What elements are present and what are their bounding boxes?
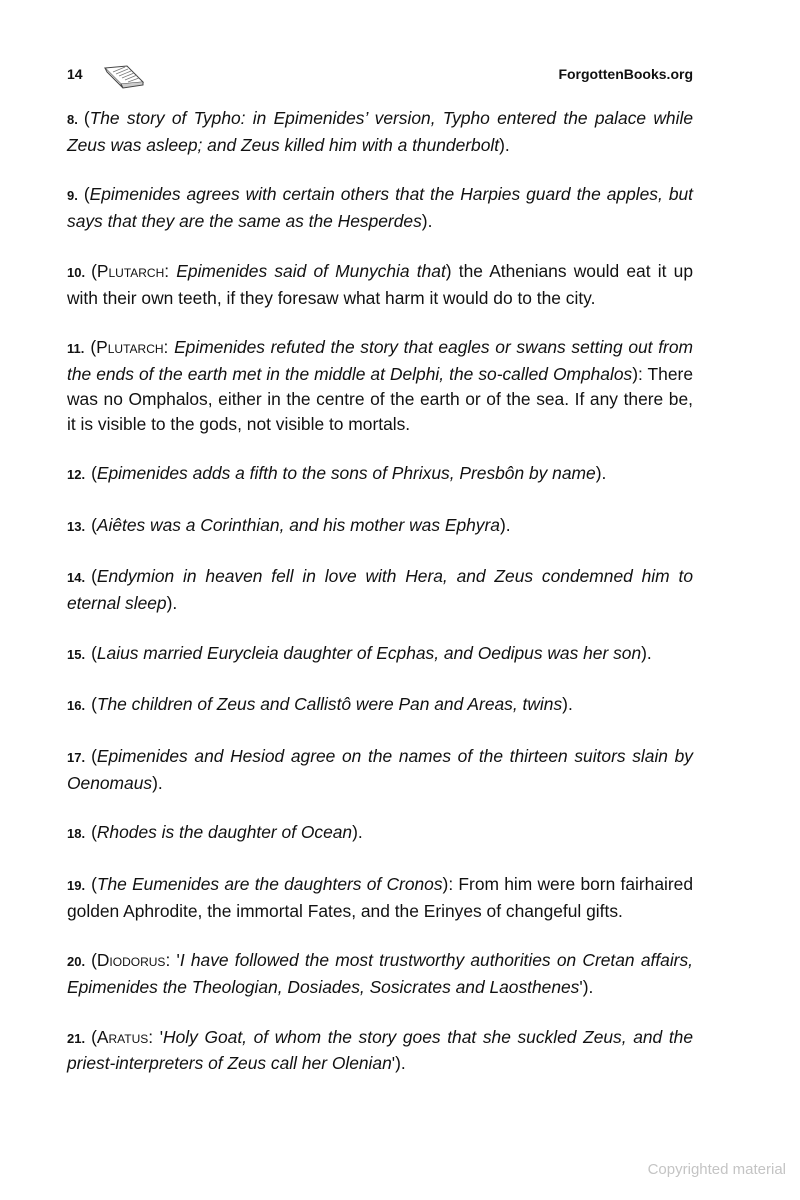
body-text: (: [91, 950, 97, 971]
italic-text: Laius married Eurycleia daughter of Ecphas, and Oedipus was her son: [96, 642, 642, 663]
footnote-number: 11.: [67, 341, 85, 357]
body-text: (: [91, 694, 97, 715]
footnote-entry: [67, 335, 693, 436]
footnote-entry: [67, 948, 693, 1000]
author-name: Plutarch: [96, 260, 165, 281]
footnote-entry: [67, 820, 693, 847]
site-name: ForgottenBooks.org: [558, 66, 693, 82]
page-number: 14: [67, 66, 83, 82]
footnote-number: 21.: [67, 1030, 86, 1046]
italic-text: Epimenides and Hesiod agree on the names of the thirteen suitors slain by Oenomaus: [67, 745, 693, 793]
body-text: :: [164, 260, 177, 281]
body-text: ).: [562, 694, 573, 715]
italic-text: Endymion in heaven fell in love with Hera, and Zeus condemned him to eternal sleep: [67, 566, 693, 614]
body-text: ): There was no Omphalos, either in the centre of the earth or of the sea. If any there be, it is visible to the gods, not visible to mortals.: [67, 363, 693, 434]
body-text: (: [83, 184, 90, 205]
body-text: (: [91, 1026, 97, 1047]
body-text: (: [91, 260, 97, 281]
italic-text: Epimenides refuted the story that eagles or swans setting out from the ends of the earth met in the middle at Delphi, the so-called Omphalos: [67, 337, 693, 384]
body-text: ').: [579, 977, 594, 998]
body-text: (: [91, 822, 97, 843]
body-text: ): From him were born fairhaired golden Aphrodite, the immortal Fates, and the Erinyes of changeful gifts.: [67, 873, 693, 921]
footnote-number: 8.: [67, 112, 78, 127]
footnote-number: 16.: [67, 698, 86, 714]
page-header: [67, 62, 693, 92]
footnote-entry: [67, 259, 693, 311]
copyright-watermark: Copyrighted material: [647, 1161, 786, 1178]
body-text: (: [91, 566, 97, 587]
footnote-number: 13.: [67, 518, 86, 534]
book-page: [67, 62, 693, 1101]
body-text: (: [91, 642, 97, 663]
footnote-entry: [67, 182, 693, 234]
footnote-number: 19.: [67, 877, 86, 893]
footnote-entry: [67, 692, 693, 719]
italic-text: Epimenides agrees with certain others that the Harpies guard the apples, but says that they are the same as the Hesperdes: [67, 184, 693, 232]
italic-text: The Eumenides are the daughters of Cronos: [96, 873, 443, 894]
footnote-entry: [67, 744, 693, 796]
body-text: : ': [165, 950, 180, 971]
italic-text: The children of Zeus and Callistô were Pan and Areas, twins: [96, 694, 563, 715]
footnote-entry: [67, 1025, 693, 1077]
italic-text: Aiêtes was a Corinthian, and his mother was Ephyra: [96, 514, 500, 535]
body-text: (: [91, 745, 97, 766]
author-name: Diodorus: [96, 950, 166, 971]
body-text: :: [163, 337, 175, 358]
footnote-list: [67, 106, 693, 1076]
footnote-number: 12.: [67, 467, 86, 483]
body-text: (: [90, 337, 97, 358]
footnote-number: 14.: [67, 570, 86, 586]
italic-text: The story of Typho: in Epimenides’ version, Typho entered the palace while Zeus was asleep; and Zeus killed him with a thunderbolt: [67, 108, 693, 155]
body-text: ) the Athenians would eat it up with their own teeth, if they foresaw what harm it would do to the city.: [67, 260, 693, 308]
body-text: ).: [499, 134, 510, 155]
footnote-entry: [67, 872, 693, 924]
body-text: ).: [499, 514, 511, 535]
footnote-entry: [67, 564, 693, 616]
footnote-number: 17.: [67, 749, 86, 765]
author-name: Plutarch: [96, 337, 164, 358]
footnote-entry: [67, 513, 693, 540]
body-text: ').: [391, 1053, 406, 1074]
footnote-number: 15.: [67, 646, 86, 662]
body-text: ).: [166, 593, 178, 614]
footnote-entry: [67, 461, 693, 488]
body-text: (: [83, 108, 90, 128]
open-book-icon: [103, 62, 145, 90]
footnote-number: 20.: [67, 954, 86, 970]
body-text: ).: [421, 211, 433, 232]
italic-text: Epimenides adds a fifth to the sons of Phrixus, Presbôn by name: [96, 463, 596, 484]
footnote-entry: [67, 641, 693, 668]
footnote-number: 10.: [67, 264, 86, 280]
body-text: ).: [152, 772, 163, 793]
footnote-entry: [67, 106, 693, 158]
body-text: (: [91, 463, 97, 484]
italic-text: I have followed the most trustworthy authorities on Cretan affairs, Epimenides the Theologian, Dosiades, Sosicrates and Laosthenes: [67, 950, 694, 998]
italic-text: Holy Goat, of whom the story goes that she suckled Zeus, and the priest-interpreters of Zeus call her Olenian: [67, 1026, 694, 1074]
body-text: ).: [352, 822, 363, 843]
footnote-number: 18.: [67, 826, 86, 842]
body-text: : ': [148, 1026, 164, 1047]
italic-text: Epimenides said of Munychia that: [176, 260, 446, 281]
body-text: (: [91, 514, 97, 535]
body-text: (: [91, 873, 97, 894]
author-name: Aratus: [96, 1026, 149, 1047]
italic-text: Rhodes is the daughter of Ocean: [96, 822, 353, 843]
footnote-number: 9.: [67, 188, 78, 204]
body-text: ).: [595, 463, 607, 484]
body-text: ).: [641, 642, 652, 663]
